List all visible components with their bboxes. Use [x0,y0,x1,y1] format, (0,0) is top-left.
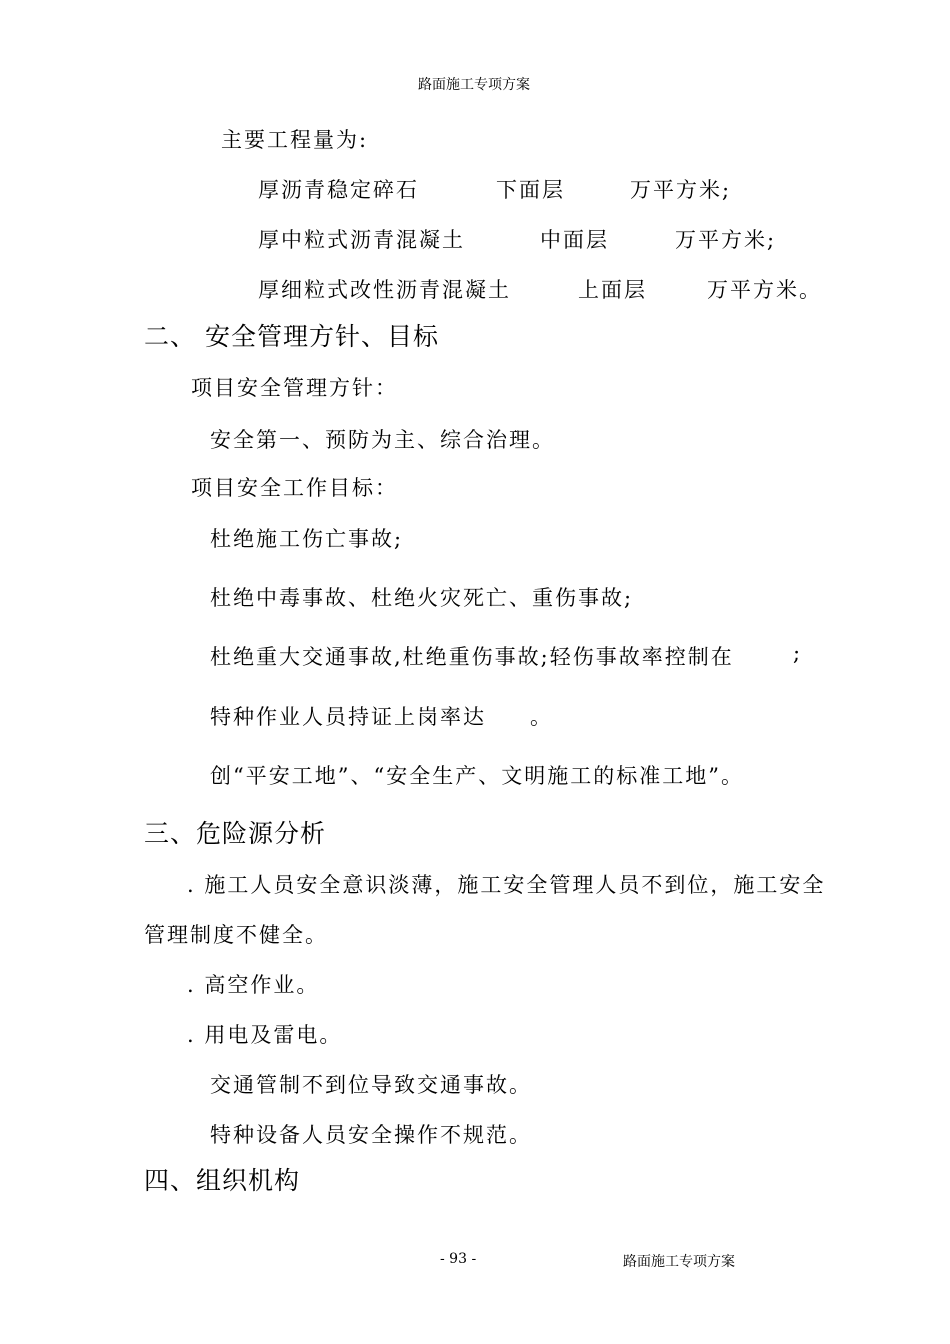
section4-heading: 四、组织机构 [144,1166,301,1195]
quantity-material: 厚细粒式改性沥青混凝土 [258,278,511,302]
quantity-layer: 下面层 [496,178,565,202]
goal-item-end: ; [793,641,803,665]
section3-heading: 三、危险源分析 [144,819,327,848]
goal-item: 特种作业人员持证上岗率达 [210,705,486,729]
goal-item: 创“平安工地”、“安全生产、文明施工的标准工地”。 [210,764,744,788]
goal-item-end: 。 [530,705,553,729]
quantity-material: 厚沥青稳定碎石 [258,178,419,202]
hazard-item-continued: 管理制度不健全。 [144,923,328,947]
policy-text: 安全第一、预防为主、综合治理。 [210,428,555,452]
policy-label: 项目安全管理方针： [191,376,398,400]
quantity-layer: 中面层 [540,228,609,252]
hazard-item: 特种设备人员安全操作不规范。 [210,1123,532,1147]
goal-label: 项目安全工作目标： [191,476,398,500]
page-number: - 93 - [440,1251,477,1267]
quantity-unit: 万平方米; [675,228,777,252]
hazard-item: 交通管制不到位导致交通事故。 [210,1073,532,1097]
goal-item: 杜绝中毒事故、杜绝火灾死亡、重伤事故; [210,586,634,610]
quantity-material: 厚中粒式沥青混凝土 [258,228,465,252]
footer-title: 路面施工专项方案 [623,1254,735,1270]
quantity-unit: 万平方米。 [707,278,822,302]
goal-item: 杜绝施工伤亡事故; [210,527,404,551]
quantities-intro: 主要工程量为: [221,128,369,152]
hazard-item: . 用电及雷电。 [187,1023,343,1047]
section2-heading: 二、 安全管理方针、目标 [144,322,439,351]
hazard-item: . 高空作业。 [187,973,320,997]
page-header-title: 路面施工专项方案 [418,77,530,93]
goal-item: 杜绝重大交通事故,杜绝重伤事故;轻伤事故率控制在 [210,645,734,669]
quantity-layer: 上面层 [578,278,647,302]
quantity-unit: 万平方米; [630,178,732,202]
hazard-item: . 施工人员安全意识淡薄，施工安全管理人员不到位，施工安全 [187,873,826,897]
